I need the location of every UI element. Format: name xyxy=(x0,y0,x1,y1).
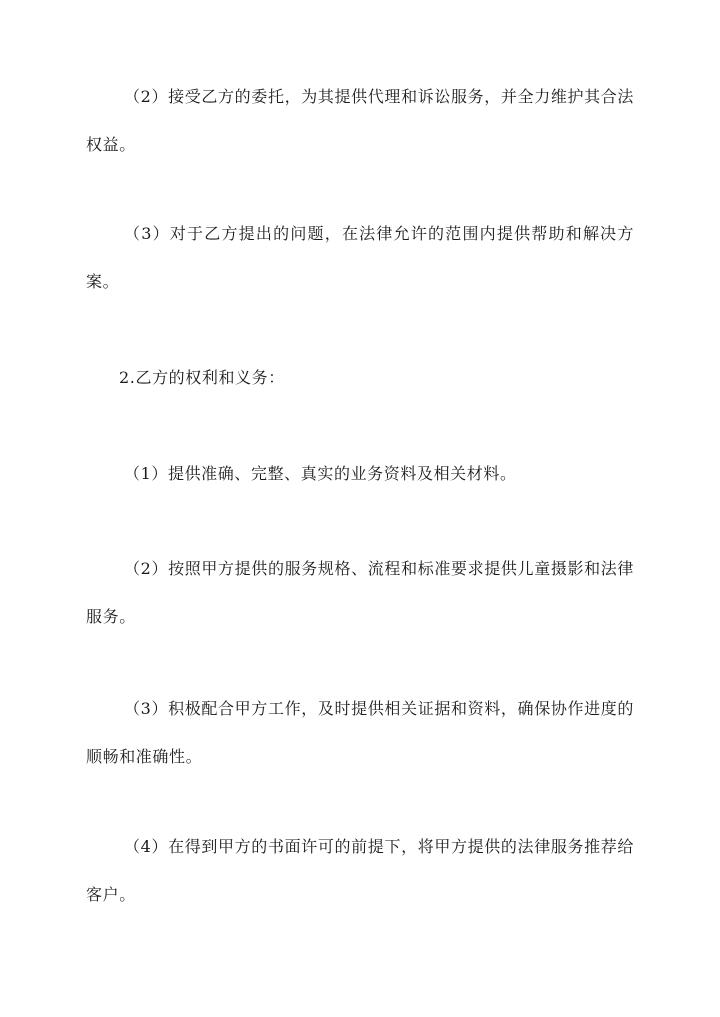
paragraph-party-b-duty-2: （2）按照甲方提供的服务规格、流程和标准要求提供儿童摄影和法律服务。 xyxy=(86,559,634,626)
paragraph-party-b-duty-4: （4）在得到甲方的书面许可的前提下，将甲方提供的法律服务推荐给客户。 xyxy=(86,837,634,904)
paragraph-party-b-duty-1: （1）提供准确、完整、真实的业务资料及相关材料。 xyxy=(124,464,517,483)
paragraph-party-a-duty-2: （2）接受乙方的委托，为其提供代理和诉讼服务，并全力维护其合法权益。 xyxy=(86,87,634,154)
paragraph-party-a-duty-3: （3）对于乙方提出的问题，在法律允许的范围内提供帮助和解决方案。 xyxy=(86,224,634,291)
paragraph-party-b-duty-3: （3）积极配合甲方工作，及时提供相关证据和资料，确保协作进度的顺畅和准确性。 xyxy=(86,699,634,766)
section-heading-party-b-rights: 2.乙方的权利和义务： xyxy=(119,368,285,387)
